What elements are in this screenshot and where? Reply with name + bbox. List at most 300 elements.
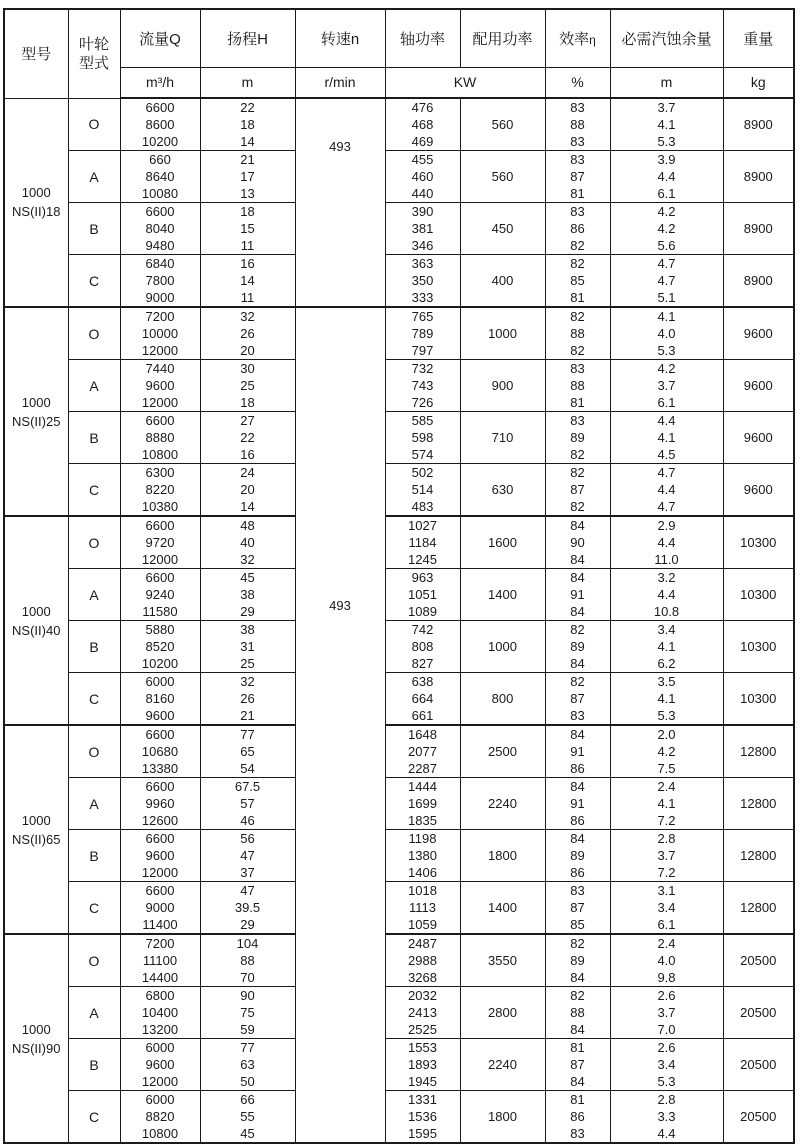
- cell-line: 48: [240, 518, 255, 533]
- cell-line: 90: [570, 535, 585, 550]
- cell-line: 9000: [145, 900, 175, 915]
- cell-line: 4.1: [657, 639, 676, 654]
- flow-cell: [120, 569, 200, 621]
- cell-line: 6600: [145, 204, 175, 219]
- flow-cell: [120, 412, 200, 464]
- cell-line: 9.8: [657, 970, 676, 985]
- cell-line: 82: [570, 936, 585, 951]
- cell-line: 88: [570, 117, 585, 132]
- impeller-type-cell: C: [68, 464, 120, 517]
- head-cell: [200, 151, 295, 203]
- cell-line: 86: [570, 813, 585, 828]
- spec-row: [4, 830, 794, 882]
- spec-row: [4, 934, 794, 987]
- npsh-cell: [610, 569, 723, 621]
- cell-line: 3.4: [657, 1057, 676, 1072]
- cell-line: 10200: [141, 134, 179, 149]
- cell-line: 10400: [141, 1005, 179, 1020]
- cell-line: 81: [570, 186, 585, 201]
- flow-cell: [120, 621, 200, 673]
- cell-line: 81: [570, 1040, 585, 1055]
- head-cell: [200, 569, 295, 621]
- cell-line: 46: [240, 813, 255, 828]
- rated-power-cell: 2800: [460, 987, 545, 1039]
- cell-line: 81: [570, 1092, 585, 1107]
- model-cell: [4, 934, 68, 1143]
- cell-line: 12000: [141, 1074, 179, 1089]
- cell-line: 57: [240, 796, 255, 811]
- cell-line: 55: [240, 1109, 255, 1124]
- col-header-impeller-type: 叶轮 型式: [68, 9, 120, 98]
- cell-line: 3.7: [657, 848, 676, 863]
- cell-line: 29: [240, 604, 255, 619]
- head-cell: [200, 412, 295, 464]
- cell-line: 12600: [141, 813, 179, 828]
- npsh-cell: [610, 151, 723, 203]
- table-body: [4, 98, 794, 1143]
- impeller-type-cell: O: [68, 516, 120, 569]
- cell-line: 18: [240, 395, 255, 410]
- shaft-power-cell: [385, 464, 460, 517]
- cell-line: 3.7: [657, 100, 676, 115]
- npsh-cell: [610, 673, 723, 726]
- cell-line: 8040: [145, 221, 175, 236]
- cell-line: 26: [240, 691, 255, 706]
- shaft-power-cell: [385, 255, 460, 308]
- cell-line: 63: [240, 1057, 255, 1072]
- cell-line: 6.1: [657, 186, 676, 201]
- cell-line: 4.7: [657, 256, 676, 271]
- cell-line: 40: [240, 535, 255, 550]
- flow-cell: [120, 830, 200, 882]
- unit-npsh: m: [610, 67, 723, 98]
- model-cell: [4, 307, 68, 516]
- cell-line: 7440: [145, 361, 175, 376]
- cell-line: 3.3: [657, 1109, 676, 1124]
- cell-line: 87: [570, 691, 585, 706]
- cell-line: 88: [570, 1005, 585, 1020]
- cell-line: 10080: [141, 186, 179, 201]
- cell-line: 963: [411, 570, 434, 585]
- shaft-power-cell: [385, 621, 460, 673]
- cell-line: 4.1: [657, 691, 676, 706]
- cell-line: 14: [240, 273, 255, 288]
- cell-line: 8160: [145, 691, 175, 706]
- cell-line: 6600: [145, 100, 175, 115]
- shaft-power-cell: [385, 987, 460, 1039]
- cell-line: 84: [570, 970, 585, 985]
- head-cell: [200, 464, 295, 517]
- rated-power-cell: 1800: [460, 830, 545, 882]
- impeller-type-cell: C: [68, 1091, 120, 1144]
- npsh-cell: [610, 882, 723, 935]
- rated-power-cell: 400: [460, 255, 545, 308]
- cell-line: 87: [570, 169, 585, 184]
- cell-line: 4.4: [657, 535, 676, 550]
- npsh-cell: [610, 778, 723, 830]
- cell-line: 16: [240, 447, 255, 462]
- cell-line: 4.2: [657, 744, 676, 759]
- head-cell: [200, 516, 295, 569]
- cell-line: 45: [240, 570, 255, 585]
- cell-line: 7200: [145, 309, 175, 324]
- col-header-flow: 流量Q: [120, 9, 200, 67]
- cell-line: 86: [570, 221, 585, 236]
- cell-line: 8600: [145, 117, 175, 132]
- unit-head: m: [200, 67, 295, 98]
- cell-line: 83: [570, 100, 585, 115]
- flow-cell: [120, 778, 200, 830]
- cell-line: 91: [570, 587, 585, 602]
- flow-cell: [120, 464, 200, 517]
- spec-row: [4, 255, 794, 308]
- cell-line: 11100: [142, 953, 178, 968]
- shaft-power-cell: [385, 725, 460, 778]
- flow-cell: [120, 151, 200, 203]
- cell-line: 12000: [141, 395, 179, 410]
- spec-row: [4, 778, 794, 830]
- cell-line: 455: [411, 152, 434, 167]
- cell-line: 84: [570, 570, 585, 585]
- cell-line: 3.2: [657, 570, 676, 585]
- cell-line: 22: [240, 430, 255, 445]
- flow-cell: [120, 203, 200, 255]
- cell-line: 9600: [145, 708, 175, 723]
- cell-line: 9600: [145, 378, 175, 393]
- rated-power-cell: 3550: [460, 934, 545, 987]
- cell-line: 1893: [408, 1057, 437, 1072]
- npsh-cell: [610, 830, 723, 882]
- cell-line: 3.4: [657, 622, 676, 637]
- rated-power-cell: 900: [460, 360, 545, 412]
- shaft-power-cell: [385, 569, 460, 621]
- cell-line: 6800: [145, 988, 175, 1003]
- cell-line: 1406: [408, 865, 437, 880]
- weight-cell: 8900: [723, 98, 794, 151]
- model-cell: [4, 516, 68, 725]
- spec-row: [4, 621, 794, 673]
- cell-line: 38: [240, 622, 255, 637]
- cell-line: 664: [411, 691, 434, 706]
- cell-line: 90: [240, 988, 255, 1003]
- rated-power-cell: 1400: [460, 882, 545, 935]
- cell-line: 363: [411, 256, 434, 271]
- cell-line: 20: [240, 482, 255, 497]
- cell-line: 4.4: [657, 169, 676, 184]
- weight-cell: 12800: [723, 830, 794, 882]
- cell-line: 6.2: [657, 656, 676, 671]
- cell-line: 7.2: [657, 865, 676, 880]
- weight-cell: 12800: [723, 725, 794, 778]
- rated-power-cell: 1600: [460, 516, 545, 569]
- cell-line: 6840: [145, 256, 175, 271]
- rated-power-cell: 800: [460, 673, 545, 726]
- cell-line: 3.5: [657, 674, 676, 689]
- cell-line: 2032: [408, 988, 437, 1003]
- impeller-type-cell: C: [68, 882, 120, 935]
- efficiency-cell: [545, 934, 610, 987]
- rated-power-cell: 2240: [460, 778, 545, 830]
- efficiency-cell: [545, 1091, 610, 1144]
- cell-line: 1331: [408, 1092, 437, 1107]
- cell-line: 50: [240, 1074, 255, 1089]
- cell-line: 66: [240, 1092, 255, 1107]
- cell-line: 4.2: [657, 221, 676, 236]
- cell-line: 732: [411, 361, 434, 376]
- cell-line: 9000: [145, 290, 175, 305]
- cell-line: 2525: [408, 1022, 437, 1037]
- cell-line: 2.4: [657, 936, 676, 951]
- cell-line: 661: [411, 708, 434, 723]
- cell-line: 1000: [21, 1021, 51, 1037]
- cell-line: 390: [411, 204, 434, 219]
- efficiency-cell: [545, 673, 610, 726]
- cell-line: 20: [240, 343, 255, 358]
- cell-line: 585: [411, 413, 434, 428]
- cell-line: 5.1: [657, 290, 676, 305]
- cell-line: 47: [240, 848, 255, 863]
- cell-line: 12000: [141, 552, 179, 567]
- cell-line: 67.5: [234, 779, 261, 794]
- cell-line: 25: [240, 378, 255, 393]
- cell-line: 10800: [141, 447, 179, 462]
- cell-line: 82: [570, 447, 585, 462]
- flow-cell: [120, 934, 200, 987]
- cell-line: 84: [570, 727, 585, 742]
- col-header-rated-power: 配用功率: [460, 9, 545, 67]
- shaft-power-cell: [385, 882, 460, 935]
- cell-line: 89: [570, 953, 585, 968]
- shaft-power-cell: [385, 151, 460, 203]
- cell-line: 743: [411, 378, 434, 393]
- col-header-model: 型号: [4, 9, 68, 98]
- efficiency-cell: [545, 255, 610, 308]
- npsh-cell: [610, 1039, 723, 1091]
- head-cell: [200, 360, 295, 412]
- impeller-type-cell: O: [68, 934, 120, 987]
- cell-line: 83: [570, 152, 585, 167]
- cell-line: 3.7: [657, 378, 676, 393]
- efficiency-cell: [545, 412, 610, 464]
- cell-line: 13380: [141, 761, 179, 776]
- head-cell: [200, 621, 295, 673]
- cell-line: 83: [570, 204, 585, 219]
- cell-line: 84: [570, 779, 585, 794]
- cell-line: 4.4: [657, 482, 676, 497]
- cell-line: 11400: [142, 917, 178, 932]
- cell-line: 4.0: [657, 953, 676, 968]
- cell-line: 797: [411, 343, 434, 358]
- npsh-cell: [610, 307, 723, 360]
- unit-efficiency: %: [545, 67, 610, 98]
- head-cell: [200, 725, 295, 778]
- impeller-type-cell: C: [68, 673, 120, 726]
- head-cell: [200, 830, 295, 882]
- header-row-units: [4, 67, 794, 98]
- impeller-type-cell: B: [68, 412, 120, 464]
- cell-line: 65: [240, 744, 255, 759]
- cell-line: 10680: [141, 744, 179, 759]
- cell-line: 5.6: [657, 238, 676, 253]
- cell-line: 4.2: [657, 361, 676, 376]
- impeller-type-cell: A: [68, 778, 120, 830]
- weight-cell: 9600: [723, 412, 794, 464]
- cell-line: 2077: [408, 744, 437, 759]
- efficiency-cell: [545, 882, 610, 935]
- cell-line: 598: [411, 430, 434, 445]
- shaft-power-cell: [385, 673, 460, 726]
- impeller-type-cell: O: [68, 725, 120, 778]
- cell-line: 468: [411, 117, 434, 132]
- cell-line: 9600: [145, 1057, 175, 1072]
- cell-line: 30: [240, 361, 255, 376]
- cell-line: 808: [411, 639, 434, 654]
- cell-line: 82: [570, 622, 585, 637]
- col-header-shaft-power: 轴功率: [385, 9, 460, 67]
- cell-line: 38: [240, 587, 255, 602]
- weight-cell: 20500: [723, 934, 794, 987]
- head-cell: [200, 255, 295, 308]
- cell-line: 83: [570, 413, 585, 428]
- flow-cell: [120, 255, 200, 308]
- cell-line: 6000: [145, 674, 175, 689]
- cell-line: 2.0: [657, 727, 676, 742]
- cell-line: 789: [411, 326, 434, 341]
- cell-line: 4.1: [657, 117, 676, 132]
- cell-line: 82: [570, 343, 585, 358]
- unit-weight: kg: [723, 67, 794, 98]
- cell-line: 5.3: [657, 1074, 676, 1089]
- cell-line: 18: [240, 117, 255, 132]
- cell-line: 8220: [145, 482, 175, 497]
- weight-cell: 12800: [723, 778, 794, 830]
- cell-line: 574: [411, 447, 434, 462]
- rated-power-cell: 1000: [460, 621, 545, 673]
- weight-cell: 20500: [723, 987, 794, 1039]
- cell-line: 1595: [408, 1126, 437, 1141]
- cell-line: 4.1: [657, 309, 676, 324]
- spec-row: [4, 151, 794, 203]
- efficiency-cell: [545, 307, 610, 360]
- cell-line: 83: [570, 708, 585, 723]
- cell-line: 88: [570, 378, 585, 393]
- cell-line: 77: [240, 1040, 255, 1055]
- cell-line: 6000: [145, 1040, 175, 1055]
- cell-line: 1113: [409, 900, 436, 915]
- shaft-power-cell: [385, 934, 460, 987]
- cell-line: 1699: [408, 796, 437, 811]
- cell-line: 2.6: [657, 1040, 676, 1055]
- efficiency-cell: [545, 360, 610, 412]
- cell-line: 5.3: [657, 343, 676, 358]
- cell-line: 7.5: [657, 761, 676, 776]
- efficiency-cell: [545, 1039, 610, 1091]
- cell-line: 9720: [145, 535, 175, 550]
- weight-cell: 8900: [723, 203, 794, 255]
- shaft-power-cell: [385, 830, 460, 882]
- cell-line: 83: [570, 134, 585, 149]
- shaft-power-cell: [385, 1091, 460, 1144]
- cell-line: 765: [411, 309, 434, 324]
- efficiency-cell: [545, 778, 610, 830]
- cell-line: 47: [240, 883, 255, 898]
- rated-power-cell: 2240: [460, 1039, 545, 1091]
- weight-cell: 9600: [723, 360, 794, 412]
- cell-line: 2.9: [657, 518, 676, 533]
- cell-line: 82: [570, 674, 585, 689]
- cell-line: 6600: [145, 570, 175, 585]
- efficiency-cell: [545, 98, 610, 151]
- impeller-type-cell: A: [68, 987, 120, 1039]
- npsh-cell: [610, 621, 723, 673]
- cell-line: 82: [570, 256, 585, 271]
- npsh-cell: [610, 464, 723, 517]
- rated-power-cell: 1800: [460, 1091, 545, 1144]
- cell-line: 81: [570, 290, 585, 305]
- weight-cell: 10300: [723, 673, 794, 726]
- shaft-power-cell: [385, 516, 460, 569]
- npsh-cell: [610, 255, 723, 308]
- cell-line: 8520: [145, 639, 175, 654]
- head-cell: [200, 307, 295, 360]
- weight-cell: 10300: [723, 569, 794, 621]
- cell-line: 91: [570, 796, 585, 811]
- flow-cell: [120, 516, 200, 569]
- cell-line: 1000: [21, 394, 51, 410]
- cell-line: 1089: [408, 604, 437, 619]
- cell-line: 85: [570, 917, 585, 932]
- flow-cell: [120, 987, 200, 1039]
- spec-row: [4, 882, 794, 935]
- cell-line: 460: [411, 169, 434, 184]
- weight-cell: 12800: [723, 882, 794, 935]
- cell-line: 638: [411, 674, 434, 689]
- shaft-power-cell: [385, 98, 460, 151]
- efficiency-cell: [545, 151, 610, 203]
- cell-line: 21: [240, 152, 255, 167]
- cell-line: 25: [240, 656, 255, 671]
- cell-line: 11: [240, 238, 255, 253]
- cell-line: 54: [240, 761, 255, 776]
- unit-speed: r/min: [295, 67, 385, 98]
- cell-line: 4.7: [657, 465, 676, 480]
- cell-line: 4.4: [657, 587, 676, 602]
- cell-line: 87: [570, 482, 585, 497]
- cell-line: 10.8: [653, 604, 680, 619]
- cell-line: 4.4: [657, 413, 676, 428]
- cell-line: 1184: [408, 535, 437, 550]
- weight-cell: 10300: [723, 621, 794, 673]
- spec-row: [4, 987, 794, 1039]
- cell-line: 104: [236, 936, 259, 951]
- cell-line: 5.3: [657, 708, 676, 723]
- cell-line: 742: [411, 622, 434, 637]
- cell-line: 502: [411, 465, 434, 480]
- weight-cell: 9600: [723, 307, 794, 360]
- cell-line: 6600: [145, 413, 175, 428]
- flow-cell: [120, 882, 200, 935]
- shaft-power-cell: [385, 1039, 460, 1091]
- cell-line: 2988: [408, 953, 437, 968]
- cell-line: 8640: [145, 169, 175, 184]
- flow-cell: [120, 360, 200, 412]
- col-header-npsh: 必需汽蚀余量: [610, 9, 723, 67]
- cell-line: 6000: [145, 1092, 175, 1107]
- cell-line: 9240: [145, 587, 175, 602]
- cell-line: 84: [570, 831, 585, 846]
- cell-line: 84: [570, 1074, 585, 1089]
- efficiency-cell: [545, 725, 610, 778]
